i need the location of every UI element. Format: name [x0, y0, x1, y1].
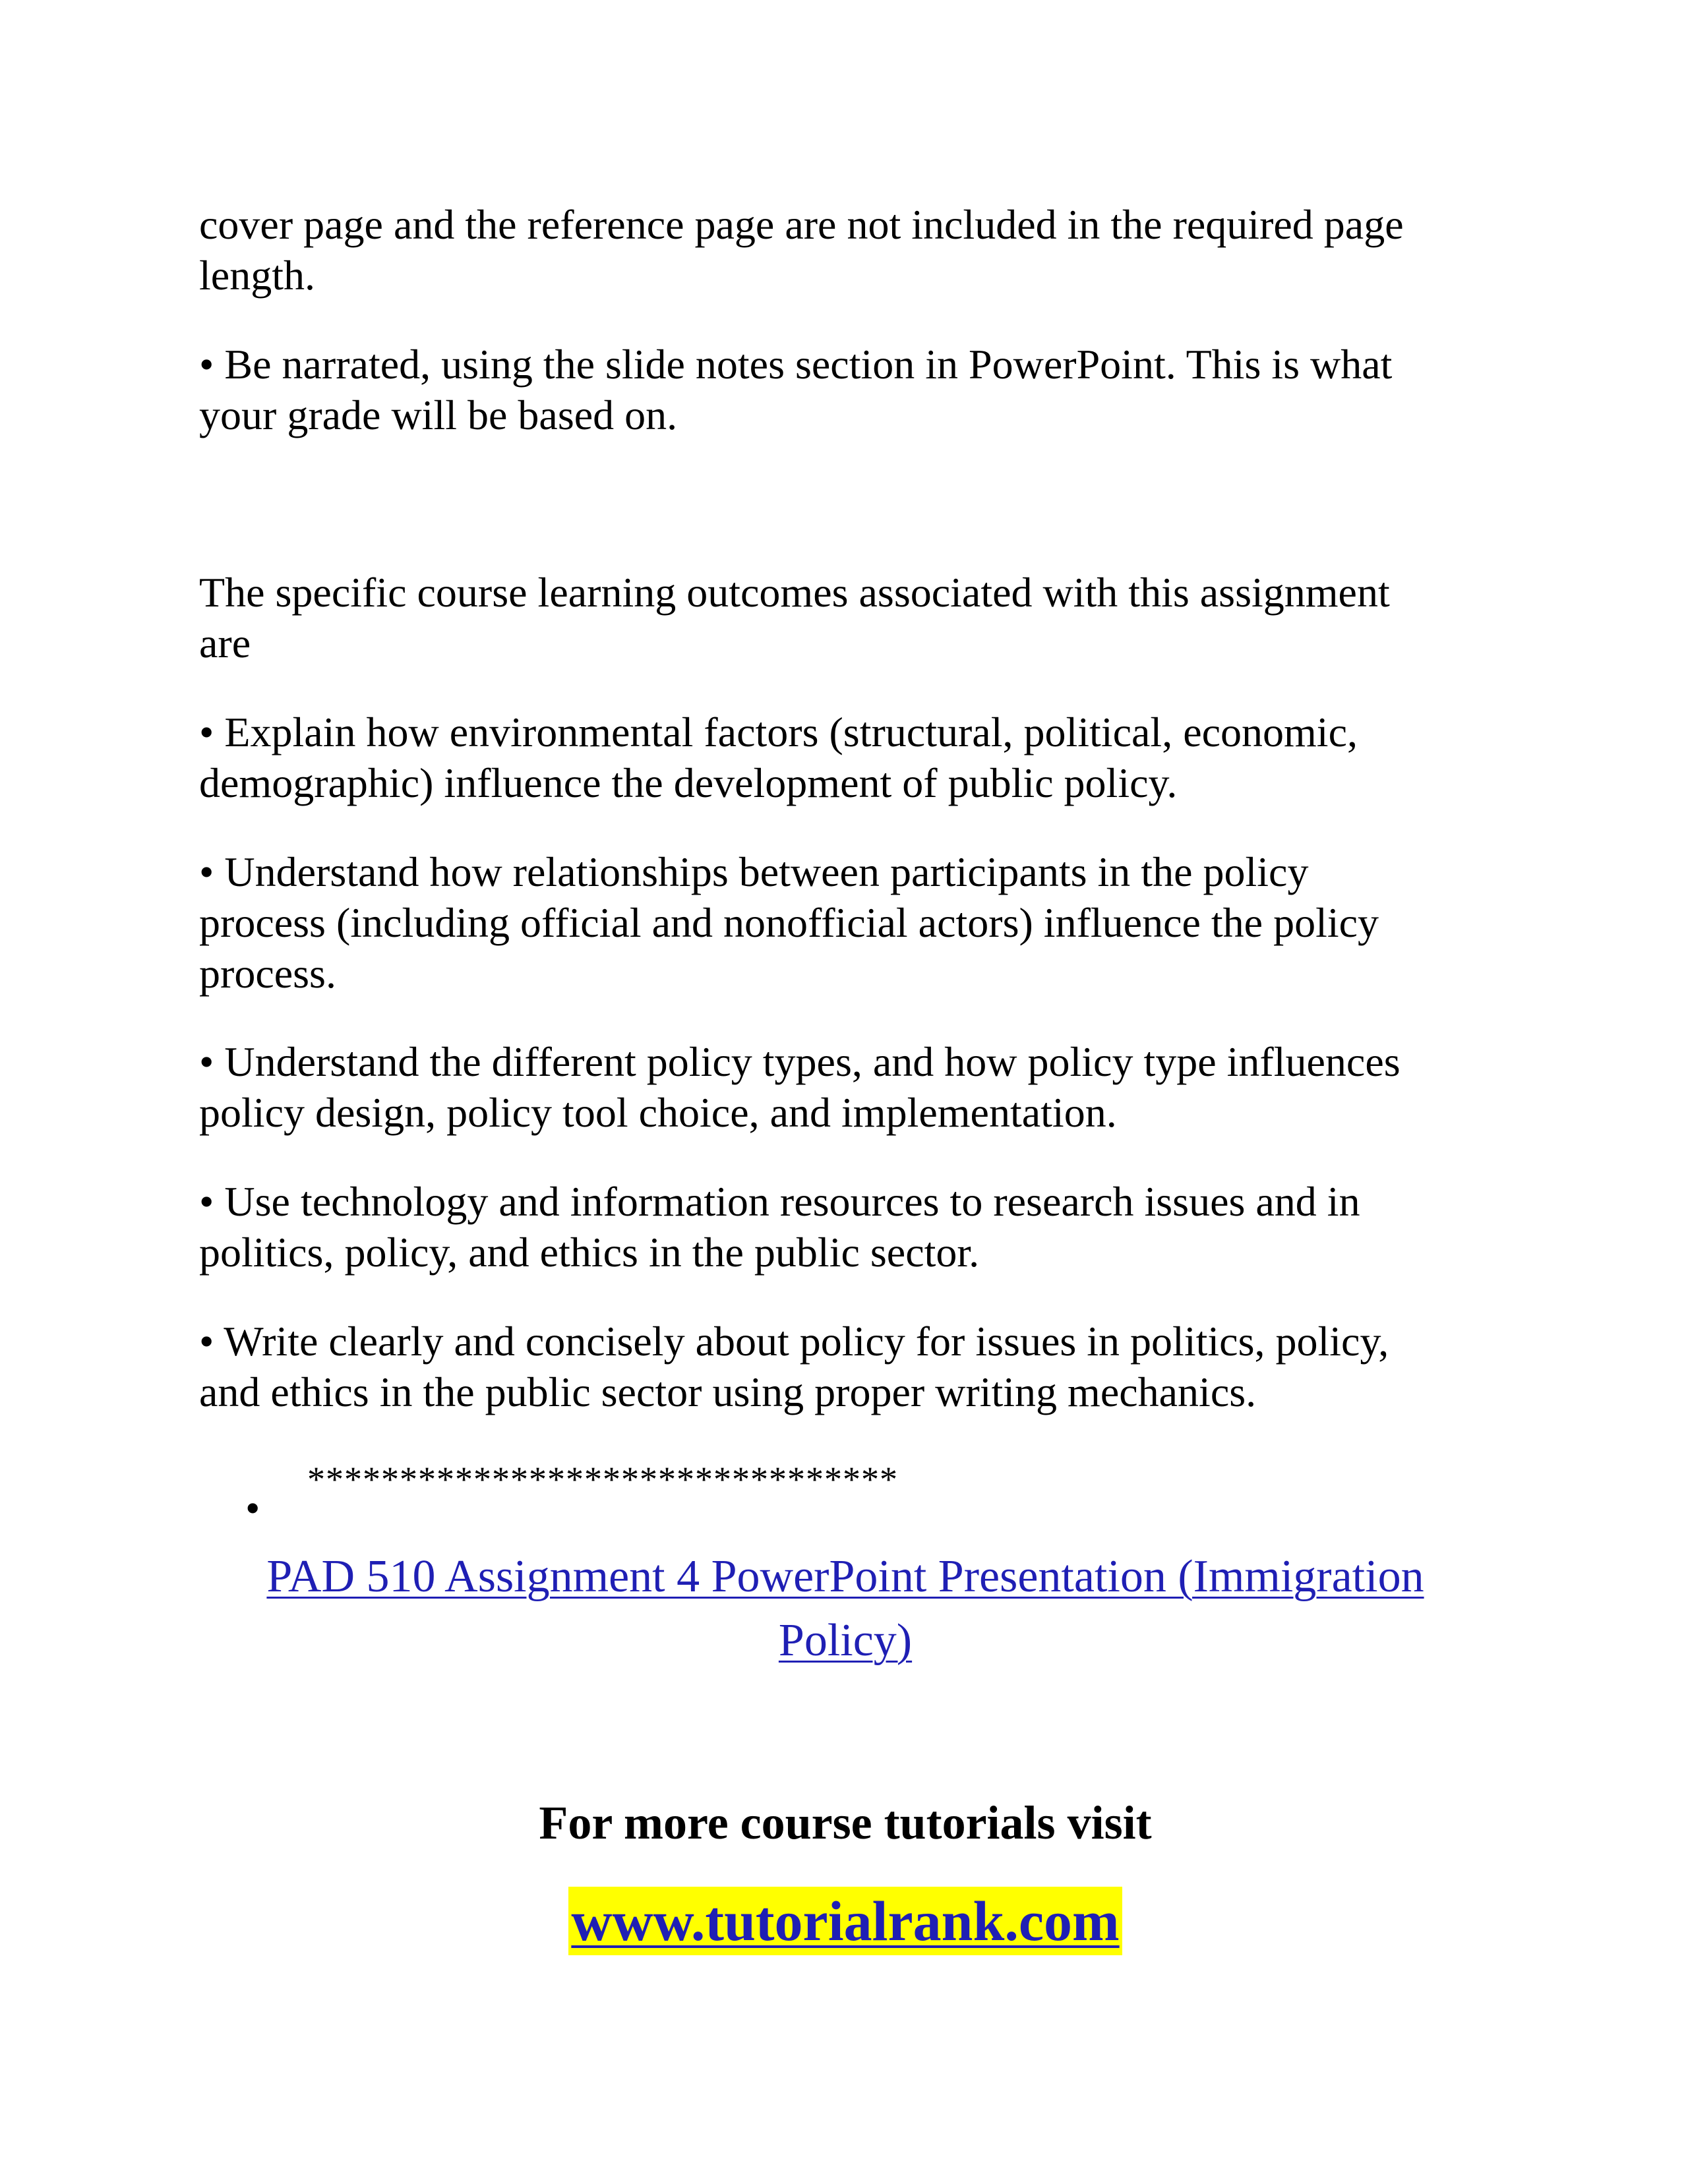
paragraph-page-length-note [199, 199, 1492, 301]
text-line: policy design, policy tool choice, and implementation. [199, 1089, 1117, 1136]
bullet-icon: • [245, 1485, 260, 1531]
text-line: • Write clearly and concisely about policy for issues in politics, policy, [199, 1318, 1389, 1365]
text-line: are [199, 620, 251, 666]
next-assignment-link[interactable] [266, 1551, 1424, 1666]
text-line: • Explain how environmental factors (structural, political, economic, [199, 709, 1358, 755]
star-divider: ******************************** [307, 1460, 898, 1499]
text-line: • Be narrated, using the slide notes section in PowerPoint. This is what [199, 341, 1393, 388]
text-line: • Use technology and information resources to research issues and in [199, 1178, 1360, 1225]
text-line: The specific course learning outcomes associated with this assignment [199, 569, 1390, 616]
text-line: politics, policy, and ethics in the public sector. [199, 1229, 980, 1276]
paragraph-learning-outcomes-intro [199, 567, 1492, 668]
text-line: length. [199, 252, 315, 299]
text-line: process. [199, 950, 336, 997]
text-line: • Understand how relationships between participants in the policy [199, 848, 1309, 895]
text-line: your grade will be based on. [199, 392, 678, 438]
site-link[interactable]: www.tutorialrank.com [568, 1887, 1122, 1955]
text-line: and ethics in the public sector using proper writing mechanics. [199, 1369, 1257, 1415]
outcome-item-environmental-factors [199, 707, 1492, 808]
paragraph-narration-requirement [199, 339, 1492, 440]
outcome-item-policy-types [199, 1036, 1492, 1138]
outcome-item-participant-relationships [199, 846, 1492, 999]
outcome-item-writing [199, 1316, 1492, 1417]
link-line: PAD 510 Assignment 4 PowerPoint Presentation (Immigration [266, 1551, 1424, 1602]
outcome-item-technology-resources [199, 1176, 1492, 1278]
text-line: demographic) influence the development of public policy. [199, 759, 1178, 806]
star-separator [199, 1458, 1492, 1531]
text-line: • Understand the different policy types, and how policy type influences [199, 1038, 1401, 1085]
link-line: Policy) [778, 1615, 913, 1666]
site-link-wrap [199, 1887, 1492, 1955]
visit-text: For more course tutorials visit [539, 1796, 1152, 1849]
text-line: cover page and the reference page are not included in the required page [199, 201, 1404, 248]
text-line: process (including official and nonofficial actors) influence the policy [199, 899, 1379, 946]
next-assignment-link-block [199, 1545, 1492, 1672]
